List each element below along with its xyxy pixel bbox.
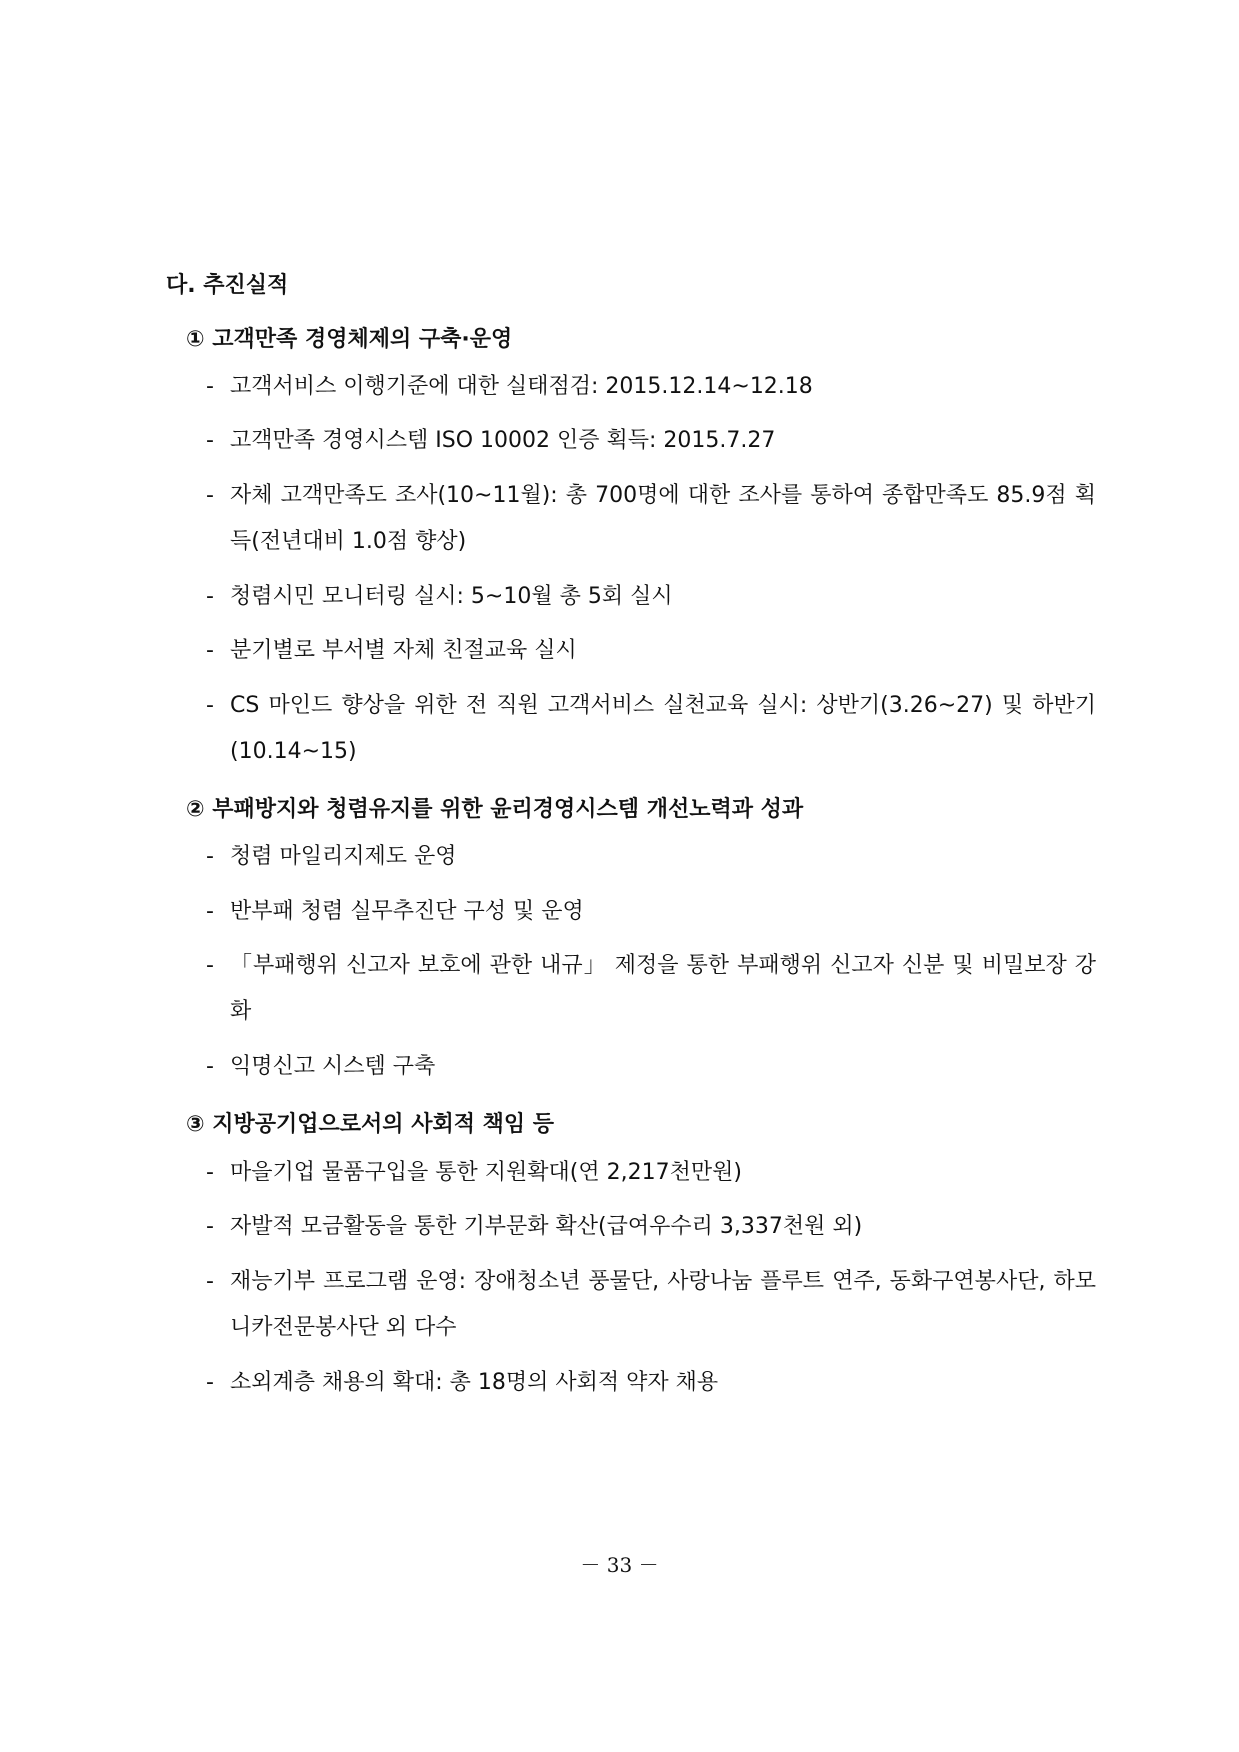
subsection-title-2: ② 부패방지와 청렴유지를 위한 윤리경영시스템 개선노력과 성과 bbox=[186, 797, 804, 822]
list-item-text: 자체 고객만족도 조사(10~11월): 총 700명에 대한 조사를 통하여 종합만족도 85.9점 획득(전년대비 1.0점 향상) bbox=[230, 483, 1096, 554]
list-item bbox=[206, 364, 1096, 410]
list-item bbox=[206, 1044, 1096, 1090]
list-item bbox=[206, 418, 1096, 464]
list-item bbox=[206, 889, 1096, 935]
subsection-title-1: ① 고객만족 경영체제의 구축·운영 bbox=[186, 327, 513, 352]
list-item-text: 고객만족 경영시스템 ISO 10002 인증 획득: 2015.7.27 bbox=[230, 428, 776, 453]
bullet-dash: - bbox=[206, 428, 214, 453]
bullet-dash: - bbox=[206, 1160, 214, 1185]
list-item-text: 익명신고 시스템 구축 bbox=[230, 1054, 436, 1079]
list-item bbox=[206, 473, 1096, 565]
bullet-dash: - bbox=[206, 584, 214, 609]
list-item bbox=[206, 1204, 1096, 1250]
list-item-text: 재능기부 프로그램 운영: 장애청소년 풍물단, 사랑나눔 플루트 연주, 동화구연봉사단, 하모니카전문봉사단 외 다수 bbox=[230, 1269, 1096, 1340]
bullet-dash: - bbox=[206, 953, 214, 978]
list-item bbox=[206, 574, 1096, 620]
list-item-text: 반부패 청렴 실무추진단 구성 및 운영 bbox=[230, 899, 584, 924]
list-item bbox=[206, 943, 1096, 1035]
list-item-text: 자발적 모금활동을 통한 기부문화 확산(급여우수리 3,337천원 외) bbox=[230, 1214, 863, 1239]
list-item bbox=[206, 1259, 1096, 1351]
bullet-dash: - bbox=[206, 1370, 214, 1395]
list-item bbox=[206, 628, 1096, 674]
bullet-dash: - bbox=[206, 483, 214, 508]
section-title: 다. 추진실적 bbox=[166, 273, 289, 298]
list-item-text: 「부패행위 신고자 보호에 관한 내규」 제정을 통한 부패행위 신고자 신분 및 비밀보장 강화 bbox=[230, 953, 1096, 1024]
bullet-dash: - bbox=[206, 899, 214, 924]
list-item-text: 마을기업 물품구입을 통한 지원확대(연 2,217천만원) bbox=[230, 1160, 742, 1185]
list-item bbox=[206, 683, 1096, 775]
bullet-dash: - bbox=[206, 844, 214, 869]
list-item-text: CS 마인드 향상을 위한 전 직원 고객서비스 실천교육 실시: 상반기(3.26~27) 및 하반기(10.14~15) bbox=[230, 693, 1096, 764]
list-item-text: 분기별로 부서별 자체 친절교육 실시 bbox=[230, 638, 577, 663]
bullet-dash: - bbox=[206, 1054, 214, 1079]
page-number: － 33 － bbox=[580, 1553, 659, 1577]
list-item bbox=[206, 1360, 1096, 1406]
list-item-text: 소외계층 채용의 확대: 총 18명의 사회적 약자 채용 bbox=[230, 1370, 719, 1395]
list-item bbox=[206, 834, 1096, 880]
list-item-text: 고객서비스 이행기준에 대한 실태점검: 2015.12.14~12.18 bbox=[230, 374, 813, 399]
bullet-dash: - bbox=[206, 374, 214, 399]
list-item-text: 청렴 마일리지제도 운영 bbox=[230, 844, 457, 869]
subsection-title-3: ③ 지방공기업으로서의 사회적 책임 등 bbox=[186, 1112, 555, 1137]
list-item-text: 청렴시민 모니터링 실시: 5~10월 총 5회 실시 bbox=[230, 584, 673, 609]
bullet-dash: - bbox=[206, 1269, 214, 1294]
list-item bbox=[206, 1150, 1096, 1196]
bullet-dash: - bbox=[206, 693, 214, 718]
bullet-dash: - bbox=[206, 638, 214, 663]
bullet-dash: - bbox=[206, 1214, 214, 1239]
